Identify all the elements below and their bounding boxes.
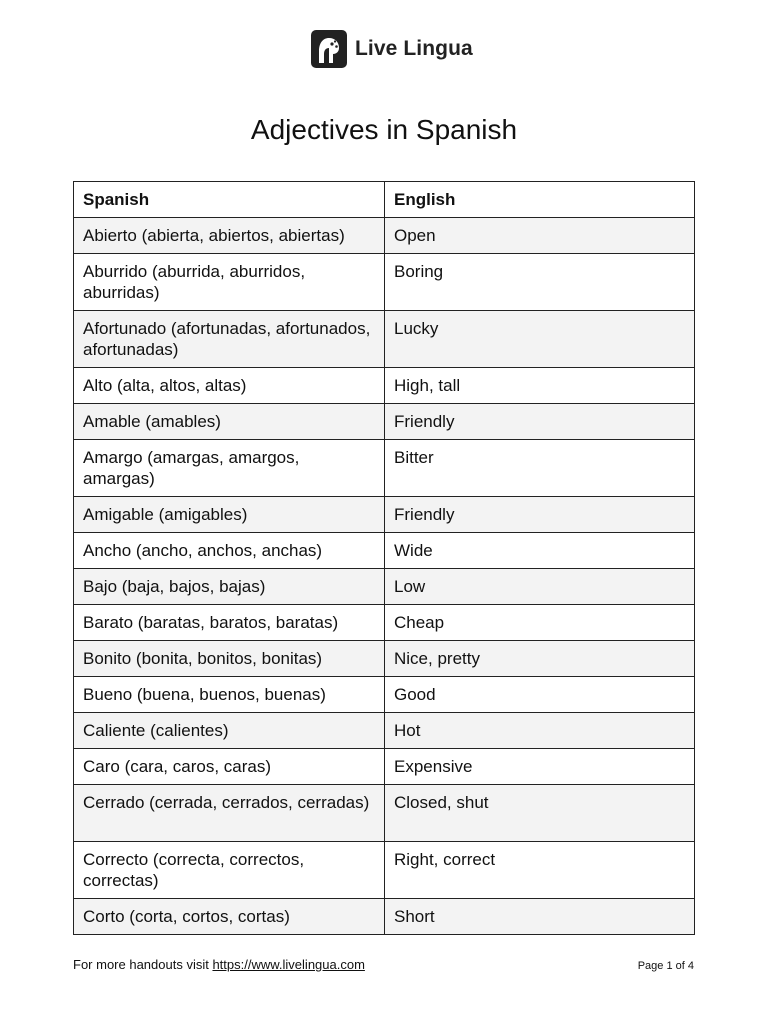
english-cell: Right, correct (385, 842, 695, 899)
spanish-cell: Cerrado (cerrada, cerrados, cerradas) (74, 785, 385, 842)
spanish-cell: Bajo (baja, bajos, bajas) (74, 569, 385, 605)
footer-handouts-note (73, 957, 365, 972)
table-row (74, 713, 695, 749)
spanish-cell: Alto (alta, altos, altas) (74, 368, 385, 404)
table-row (74, 368, 695, 404)
english-cell: Closed, shut (385, 785, 695, 842)
table-row (74, 254, 695, 311)
english-cell: Nice, pretty (385, 641, 695, 677)
table-row (74, 785, 695, 842)
table-row (74, 677, 695, 713)
spanish-cell: Abierto (abierta, abiertos, abiertas) (74, 218, 385, 254)
table-row (74, 569, 695, 605)
column-header-spanish: Spanish (74, 182, 385, 218)
spanish-cell: Caro (cara, caros, caras) (74, 749, 385, 785)
table-row (74, 404, 695, 440)
table-row (74, 533, 695, 569)
table-row (74, 440, 695, 497)
english-cell: Cheap (385, 605, 695, 641)
table-row (74, 842, 695, 899)
english-cell: Short (385, 899, 695, 935)
english-cell: Lucky (385, 311, 695, 368)
spanish-cell: Correcto (correcta, correctos, correctas) (74, 842, 385, 899)
spanish-cell: Barato (baratas, baratos, baratas) (74, 605, 385, 641)
english-cell: Wide (385, 533, 695, 569)
table-row (74, 605, 695, 641)
table-header-row (74, 182, 695, 218)
english-cell: Hot (385, 713, 695, 749)
column-header-english: English (385, 182, 695, 218)
spanish-cell: Afortunado (afortunadas, afortunados, afortunadas) (74, 311, 385, 368)
livelingua-link[interactable]: https://www.livelingua.com (212, 957, 365, 972)
english-cell: Low (385, 569, 695, 605)
english-cell: High, tall (385, 368, 695, 404)
logo-text: Live Lingua (355, 37, 473, 60)
spanish-cell: Bueno (buena, buenos, buenas) (74, 677, 385, 713)
table-row (74, 218, 695, 254)
table-row (74, 899, 695, 935)
spanish-cell: Amable (amables) (74, 404, 385, 440)
table-row (74, 641, 695, 677)
spanish-cell: Aburrido (aburrida, aburridos, aburridas) (74, 254, 385, 311)
table-row (74, 311, 695, 368)
english-cell: Boring (385, 254, 695, 311)
footer-handouts-prefix: For more handouts visit (73, 957, 213, 972)
spanish-cell: Amigable (amigables) (74, 497, 385, 533)
spanish-cell: Caliente (calientes) (74, 713, 385, 749)
spanish-cell: Ancho (ancho, anchos, anchas) (74, 533, 385, 569)
spanish-cell: Corto (corta, cortos, cortas) (74, 899, 385, 935)
english-cell: Good (385, 677, 695, 713)
live-lingua-logo-icon (311, 30, 347, 68)
spanish-cell: Bonito (bonita, bonitos, bonitas) (74, 641, 385, 677)
english-cell: Open (385, 218, 695, 254)
adjectives-table (73, 181, 695, 935)
english-cell: Friendly (385, 497, 695, 533)
english-cell: Expensive (385, 749, 695, 785)
table-row (74, 497, 695, 533)
table-row (74, 749, 695, 785)
page-title: Adjectives in Spanish (250, 114, 518, 145)
english-cell: Bitter (385, 440, 695, 497)
spanish-cell: Amargo (amargas, amargos, amargas) (74, 440, 385, 497)
page-number: Page 1 of 4 (637, 960, 694, 972)
english-cell: Friendly (385, 404, 695, 440)
live-lingua-logo[interactable] (311, 30, 473, 68)
